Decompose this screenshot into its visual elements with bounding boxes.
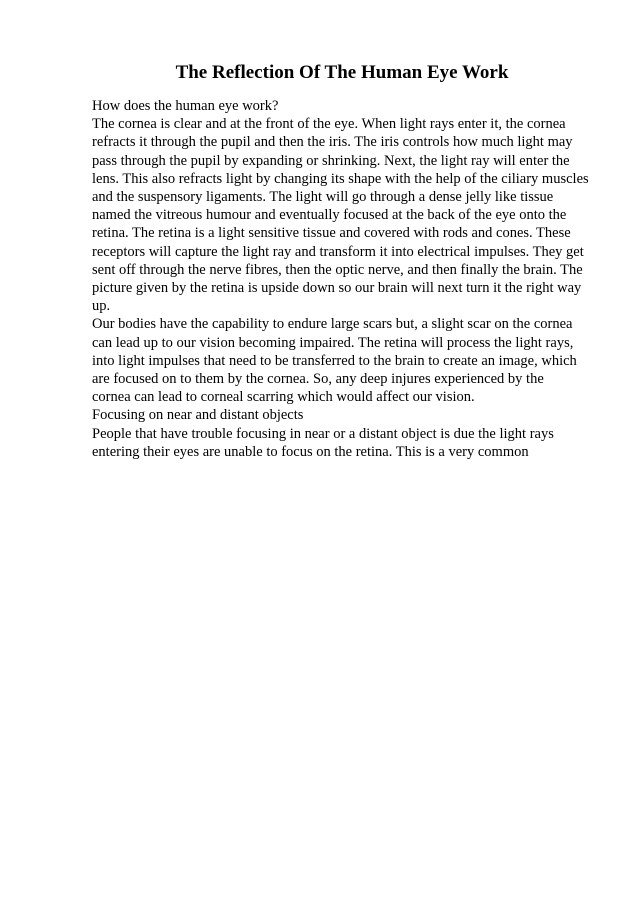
text-line: into light impulses that need to be transferred to the brain to create an image, which — [92, 352, 577, 369]
text-line: receptors will capture the light ray and transform it into electrical impulses. They get — [92, 243, 584, 260]
text-line: retina. The retina is a light sensitive tissue and covered with rods and cones. These — [92, 225, 571, 242]
text-line: can lead up to our vision becoming impaired. The retina will process the light rays, — [92, 334, 574, 351]
text-line: named the vitreous humour and eventually focused at the back of the eye onto the — [92, 207, 567, 224]
text-line: Our bodies have the capability to endure large scars but, a slight scar on the cornea — [92, 316, 573, 333]
document-title: The Reflection Of The Human Eye Work — [175, 62, 509, 83]
text-line: The cornea is clear and at the front of the eye. When light rays enter it, the cornea — [92, 116, 566, 133]
text-line: and the suspensory ligaments. The light will go through a dense jelly like tissue — [92, 189, 554, 206]
text-line: up. — [92, 298, 111, 315]
text-line: How does the human eye work? — [92, 98, 279, 114]
text-line: refracts it through the pupil and then the iris. The iris controls how much light may — [92, 134, 573, 151]
text-line: sent off through the nerve fibres, then the optic nerve, and then finally the brain. The — [92, 261, 583, 278]
text-line: Focusing on near and distant objects — [92, 407, 304, 424]
text-line: are focused on to them by the cornea. So, any deep injures experienced by the — [92, 371, 544, 388]
text-line: cornea can lead to corneal scarring which would affect our vision. — [92, 389, 475, 406]
text-line: lens. This also refracts light by changing its shape with the help of the ciliary muscles — [92, 170, 589, 187]
text-line: People that have trouble focusing in near or a distant object is due the light rays — [92, 425, 554, 442]
text-line: picture given by the retina is upside down so our brain will next turn it the right way — [92, 280, 582, 297]
text-line: entering their eyes are unable to focus on the retina. This is a very common — [92, 443, 529, 460]
document-body — [92, 97, 612, 461]
text-line: pass through the pupil by expanding or shrinking. Next, the light ray will enter the — [92, 152, 570, 169]
